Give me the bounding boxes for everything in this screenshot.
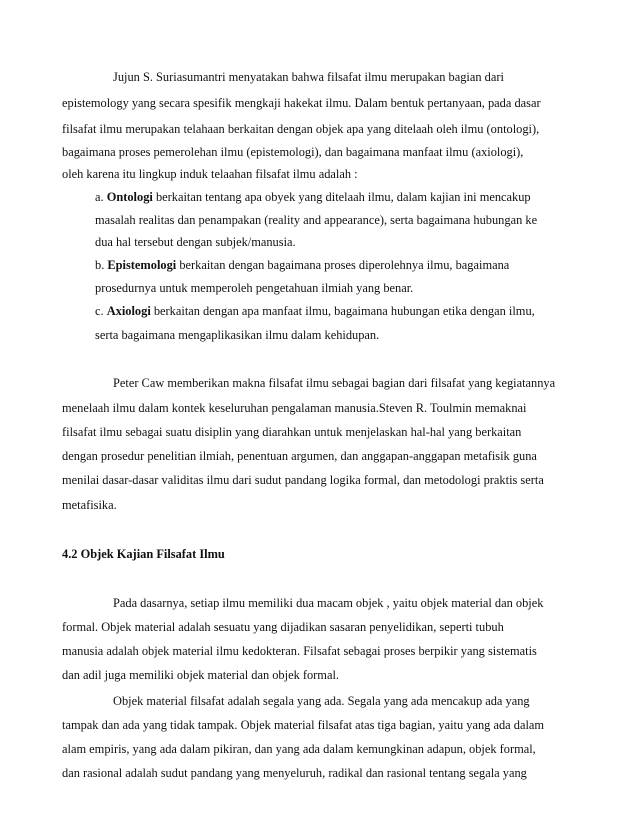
- paragraph-1-line-5: oleh karena itu lingkup induk telaahan filsafat ilmu adalah :: [62, 167, 358, 181]
- list-item-a-line-1: [95, 189, 531, 205]
- paragraph-2-line-2: menelaah ilmu dalam kontek keseluruhan pengalaman manusia.Steven R. Toulmin memaknai: [62, 401, 527, 415]
- list-item-c-line-2: serta bagaimana mengaplikasikan ilmu dalam kehidupan.: [95, 328, 380, 342]
- paragraph-1-line-3: filsafat ilmu merupakan telahaan berkaitan dengan objek apa yang ditelaah oleh ilmu (ontologi),: [62, 122, 540, 136]
- paragraph-3-line-4: dan adil juga memiliki objek material dan objek formal.: [62, 668, 339, 682]
- list-item-b-term: Epistemologi: [107, 258, 177, 272]
- paragraph-2-line-3: filsafat ilmu sebagai suatu disiplin yang diarahkan untuk menjelaskan hal-hal yang berkaitan: [62, 425, 522, 439]
- list-item-b-prefix: b.: [95, 258, 108, 272]
- list-item-c-line-1: [95, 303, 535, 319]
- paragraph-2-line-4: dengan prosedur penelitian ilmiah, penentuan argumen, dan anggapan-anggapan metafisik guna: [62, 449, 537, 463]
- list-item-b-line-1: [95, 257, 509, 273]
- paragraph-1-line-4: bagaimana proses pemerolehan ilmu (epistemologi), dan bagaimana manfaat ilmu (axiologi),: [62, 145, 524, 159]
- paragraph-4-line-3: alam empiris, yang ada dalam pikiran, dan yang ada dalam kemungkinan adapun, objek formal,: [62, 742, 536, 756]
- paragraph-4-line-1: Objek material filsafat adalah segala yang ada. Segala yang ada mencakup ada yang: [113, 694, 530, 708]
- list-item-a-prefix: a.: [95, 190, 107, 204]
- list-item-a-line-2: masalah realitas dan penampakan (reality and appearance), serta bagaimana hubungan ke: [95, 213, 538, 227]
- paragraph-3-line-3: manusia adalah objek material ilmu kedokteran. Filsafat sebagai proses berpikir yang sistematis: [62, 644, 537, 658]
- paragraph-4-line-2: tampak dan ada yang tidak tampak. Objek material filsafat atas tiga bagian, yaitu yang ada dalam: [62, 718, 545, 732]
- paragraph-2-line-6: metafisika.: [62, 498, 117, 512]
- paragraph-2-line-1: Peter Caw memberikan makna filsafat ilmu sebagai bagian dari filsafat yang kegiatannya: [113, 376, 556, 390]
- paragraph-3-line-2: formal. Objek material adalah sesuatu yang dijadikan sasaran penyelidikan, seperti tubuh: [62, 620, 504, 634]
- list-item-b-line-2: prosedurnya untuk memperoleh pengetahuan ilmiah yang benar.: [95, 281, 414, 295]
- list-item-c-prefix: c.: [95, 304, 107, 318]
- list-item-c-term: Axiologi: [106, 304, 151, 318]
- section-heading: 4.2 Objek Kajian Filsafat Ilmu: [62, 547, 225, 561]
- paragraph-1-line-1: Jujun S. Suriasumantri menyatakan bahwa filsafat ilmu merupakan bagian dari: [113, 70, 504, 84]
- paragraph-3-line-1: Pada dasarnya, setiap ilmu memiliki dua macam objek , yaitu objek material dan objek: [113, 596, 544, 610]
- list-item-c-text: berkaitan dengan apa manfaat ilmu, bagaimana hubungan etika dengan ilmu,: [150, 304, 535, 318]
- list-item-a-text: berkaitan tentang apa obyek yang ditelaah ilmu, dalam kajian ini mencakup: [152, 190, 531, 204]
- paragraph-2-line-5: menilai dasar-dasar validitas ilmu dari sudut pandang logika formal, dan metodologi praktis serta: [62, 473, 544, 487]
- list-item-b-text: berkaitan dengan bagaimana proses diperolehnya ilmu, bagaimana: [176, 258, 510, 272]
- list-item-a-term: Ontologi: [106, 190, 153, 204]
- paragraph-4-line-4: dan rasional adalah sudut pandang yang menyeluruh, radikal dan rasional tentang segala yang: [62, 766, 527, 780]
- paragraph-1-line-2: epistemology yang secara spesifik mengkaji hakekat ilmu. Dalam bentuk pertanyaan, pada dasar: [62, 96, 541, 110]
- list-item-a-line-3: dua hal tersebut dengan subjek/manusia.: [95, 235, 296, 249]
